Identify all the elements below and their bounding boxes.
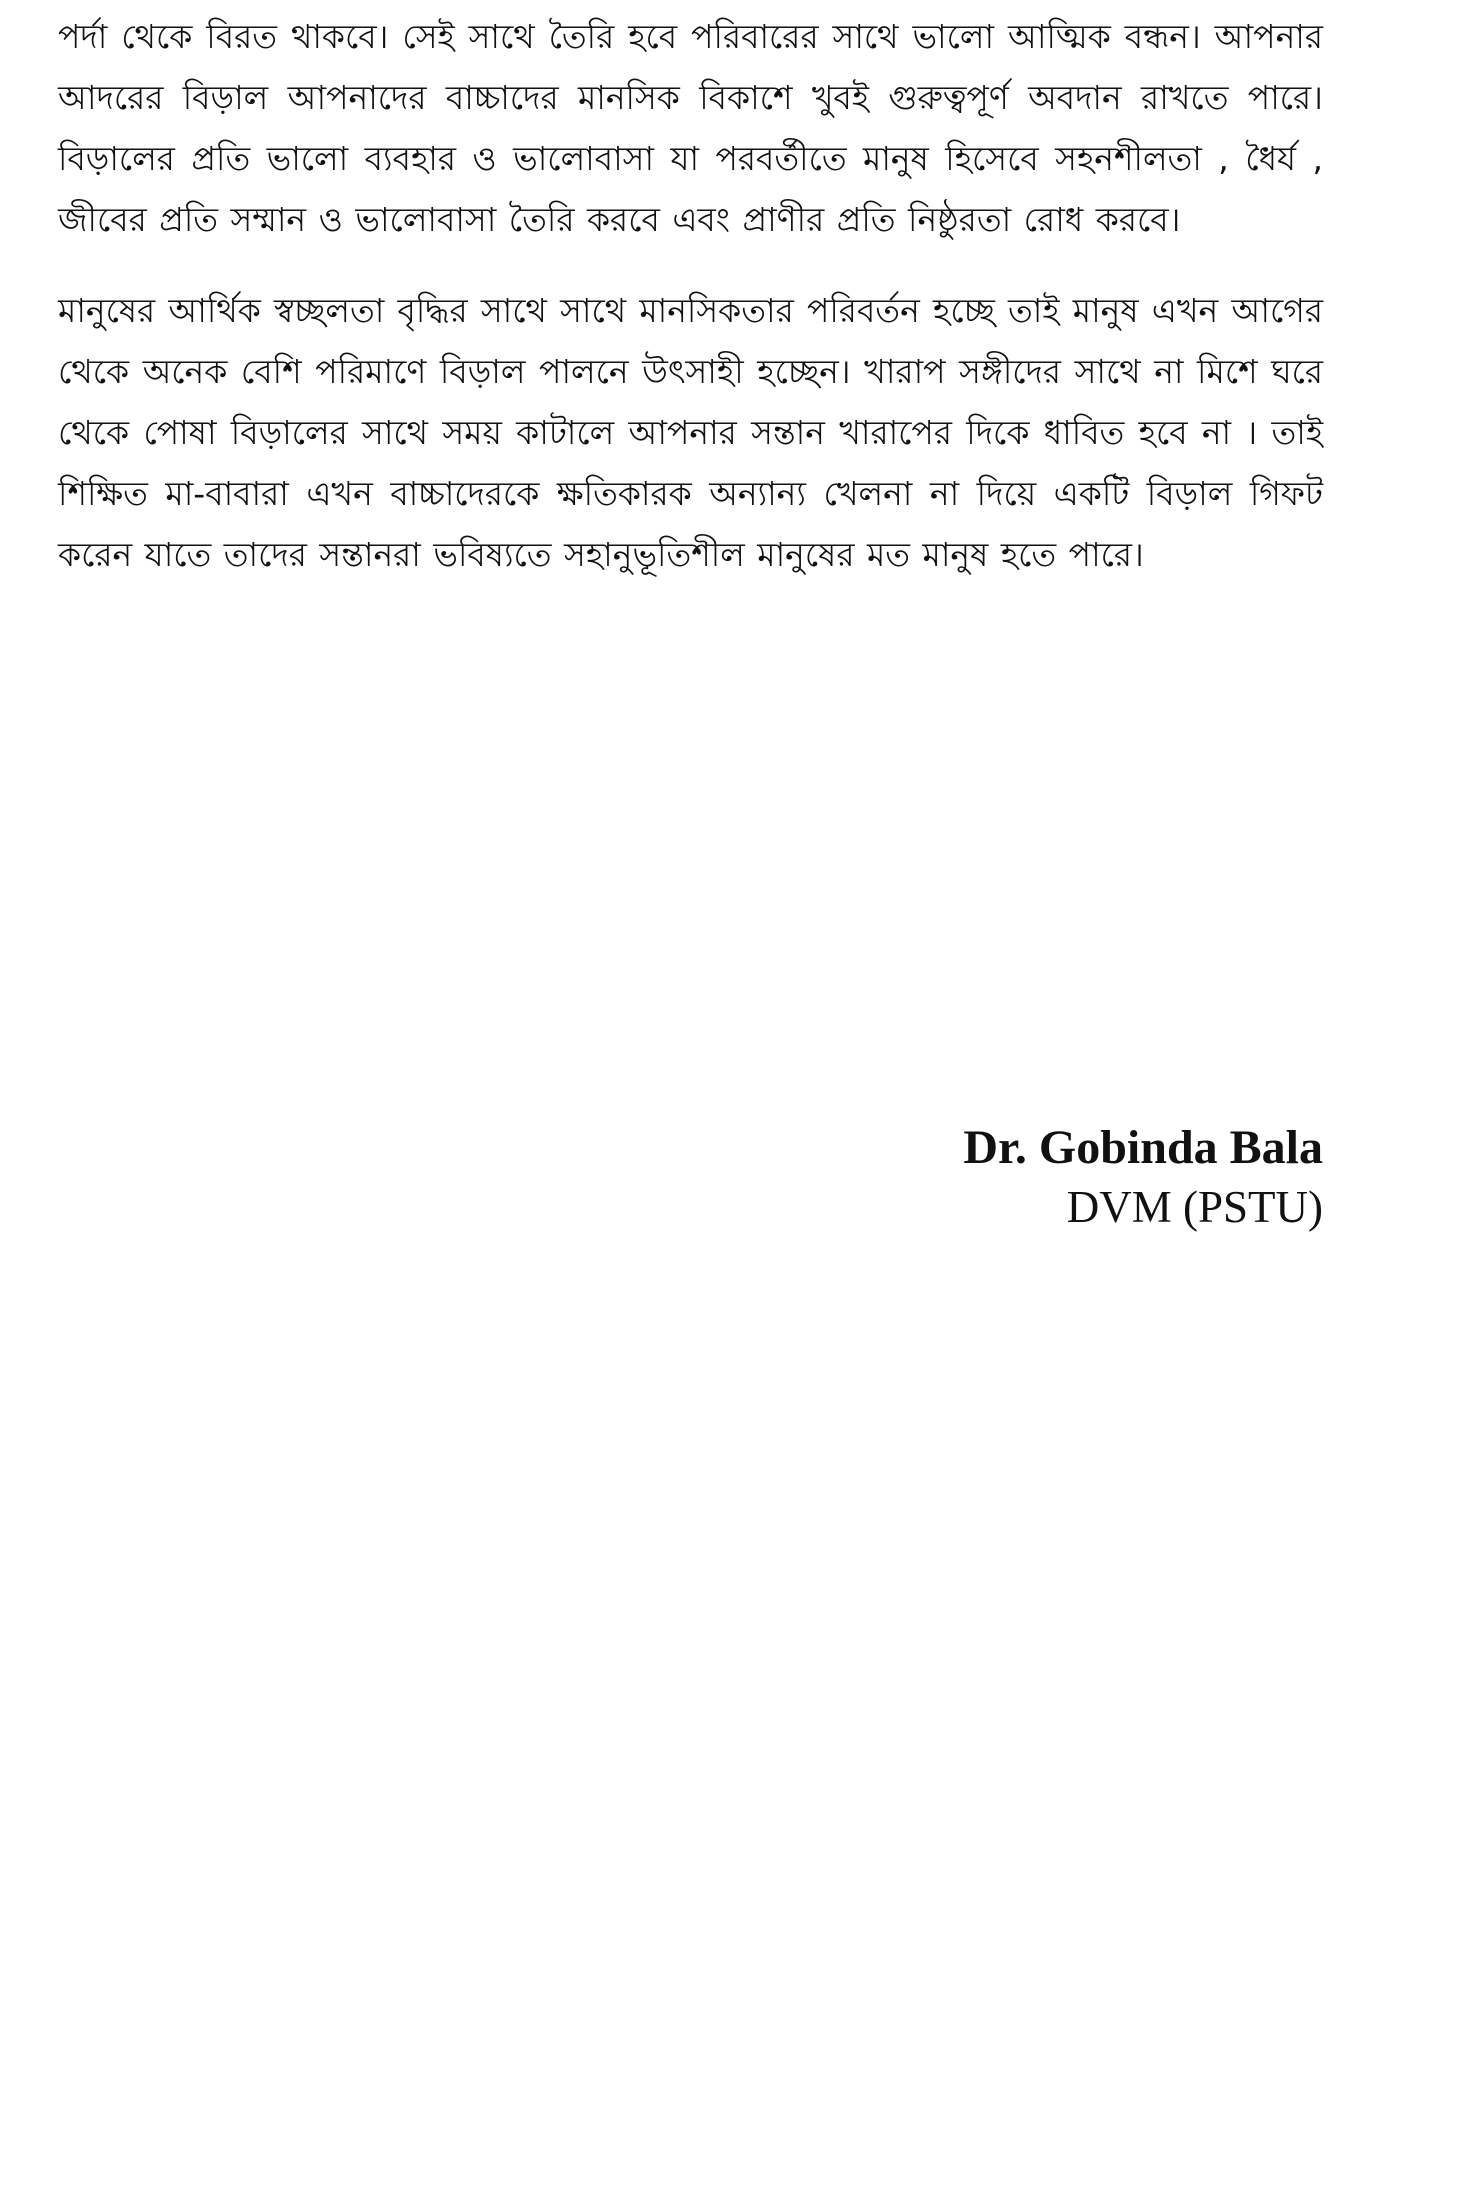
signature-block [963, 1118, 1323, 1236]
paragraph-1: পর্দা থেকে বিরত থাকবে। সেই সাথে তৈরি হবে পরিবারের সাথে ভালো আত্মিক বন্ধন। আপনার আদরের বিড়াল আপনাদের বাচ্চাদের মানসিক বিকাশে খুবই গুরুত্বপূর্ণ অবদান রাখতে পারে। বিড়ালের প্রতি ভালো ব্যবহার ও ভালোবাসা যা পরবর্তীতে মানুষ হিসেবে সহনশীলতা , ধৈর্য , জীবের প্রতি সম্মান ও ভালোবাসা তৈরি করবে এবং প্রাণীর প্রতি নিষ্ঠুরতা রোধ করবে। [58, 17, 1323, 239]
paragraph-2: মানুষের আর্থিক স্বচ্ছলতা বৃদ্ধির সাথে সাথে মানসিকতার পরিবর্তন হচ্ছে তাই মানুষ এখন আগের থেকে অনেক বেশি পরিমাণে বিড়াল পালনে উৎসাহী হচ্ছেন। খারাপ সঙ্গীদের সাথে না মিশে ঘরে থেকে পোষা বিড়ালের সাথে সময় কাটালে আপনার সন্তান খারাপের দিকে ধাবিত হবে না । তাই শিক্ষিত মা-বাবারা এখন বাচ্চাদেরকে ক্ষতিকারক অন্যান্য খেলনা না দিয়ে একটি বিড়াল গিফট করেন যাতে তাদের সন্তানরা ভবিষ্যতে সহানুভূতিশীল মানুষের মত মানুষ হতে পারে। [58, 291, 1323, 574]
body-text [58, 6, 1323, 585]
author-name: Dr. Gobinda Bala [963, 1121, 1323, 1174]
author-degree: DVM (PSTU) [1066, 1182, 1323, 1232]
